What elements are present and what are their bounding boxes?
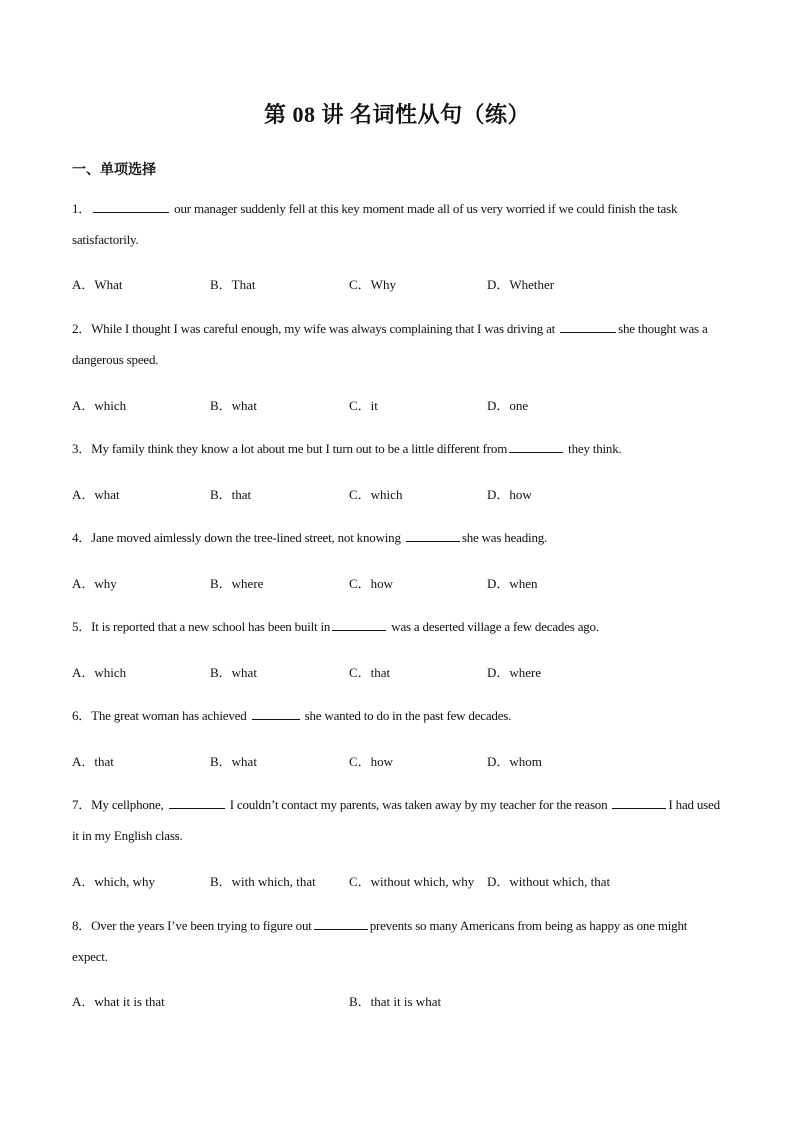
question-stem <box>72 789 724 851</box>
answer-blank <box>252 706 300 720</box>
options-row <box>72 395 724 415</box>
question-text: While I thought I was careful enough, my wife was always complaining that I was driving at <box>91 321 559 336</box>
question-text: prevents so many Americans from being as happy as one might expect. <box>72 918 688 964</box>
question-text: It is reported that a new school has been built in <box>91 619 331 634</box>
question-text: 7． <box>72 797 92 812</box>
answer-option: C．Why <box>349 277 396 292</box>
question-text: I couldn’t contact my parents, was taken away by my teacher for the reason <box>226 797 611 812</box>
options-row <box>72 662 724 682</box>
question-text: I had used it in my English class. <box>72 797 720 843</box>
question-stem <box>72 522 724 553</box>
answer-option: A．which <box>72 398 127 413</box>
answer-option: A．which <box>72 665 127 680</box>
question-text: The great woman has achieved <box>91 708 250 723</box>
answer-option: C．how <box>349 754 394 769</box>
question-text: My family think they know a lot about me but I turn out to be a little different from <box>91 441 508 456</box>
options-row <box>72 991 724 1011</box>
answer-option: A．what it is that <box>72 994 165 1009</box>
answer-option: B．that <box>210 487 252 502</box>
answer-blank <box>93 199 169 213</box>
options-row <box>72 274 724 294</box>
answer-option: B．with which, that <box>210 874 316 889</box>
answer-blank <box>612 795 666 809</box>
options-row <box>72 751 724 771</box>
question-text: she was heading. <box>461 530 548 545</box>
answer-option: C．how <box>349 576 394 591</box>
question-text: 4． <box>72 530 92 545</box>
answer-option: B．what <box>210 665 257 680</box>
question-stem <box>72 700 724 731</box>
question-stem <box>72 910 724 972</box>
options-row <box>72 573 724 593</box>
options-row <box>72 871 724 891</box>
answer-option: D．Whether <box>487 277 555 292</box>
answer-blank <box>332 617 386 631</box>
answer-option: C．that <box>349 665 391 680</box>
question-text: 6． <box>72 708 92 723</box>
question-text: Jane moved aimlessly down the tree-lined street, not knowing <box>91 530 404 545</box>
answer-option: A．why <box>72 576 117 591</box>
answer-blank <box>169 795 225 809</box>
question-text: they think. <box>565 441 622 456</box>
answer-option: C．which <box>349 487 403 502</box>
answer-option: D．whom <box>487 754 542 769</box>
answer-blank <box>509 439 563 453</box>
answer-option: B．what <box>210 398 257 413</box>
answer-option: D．without which, that <box>487 874 611 889</box>
answer-blank <box>406 528 460 542</box>
answer-option: B．where <box>210 576 264 591</box>
answer-option: D．where <box>487 665 542 680</box>
answer-option: D．how <box>487 487 532 502</box>
answer-option: D．when <box>487 576 538 591</box>
question-stem <box>72 611 724 642</box>
answer-option: C．without which, why <box>349 874 475 889</box>
answer-blank <box>314 916 368 930</box>
answer-option: D．one <box>487 398 529 413</box>
answer-option: A．that <box>72 754 114 769</box>
answer-blank <box>560 319 616 333</box>
question-text: 1． <box>72 201 92 216</box>
answer-option: B．That <box>210 277 256 292</box>
question-stem <box>72 193 724 255</box>
answer-option: C．it <box>349 398 378 413</box>
section-heading: 一、单项选择 <box>72 163 156 178</box>
answer-option: B．that it is what <box>349 994 442 1009</box>
question-text: 2． <box>72 321 92 336</box>
question-text: 5． <box>72 619 92 634</box>
answer-option: A．which, why <box>72 874 156 889</box>
question-text: our manager suddenly fell at this key moment made all of us very worried if we could finish the task satisfactorily. <box>72 201 678 247</box>
question-text: she thought was a dangerous speed. <box>72 321 708 367</box>
answer-option: B．what <box>210 754 257 769</box>
question-text: Over the years I’ve been trying to figure out <box>91 918 312 933</box>
question-text: My cellphone, <box>91 797 167 812</box>
question-text: 8． <box>72 918 92 933</box>
question-stem <box>72 433 724 464</box>
answer-option: A．what <box>72 487 120 502</box>
answer-option: A．What <box>72 277 123 292</box>
page-title: 第 08 讲 名词性从句（练） <box>263 102 530 127</box>
question-text: she wanted to do in the past few decades. <box>301 708 512 723</box>
question-stem <box>72 313 724 375</box>
options-row <box>72 484 724 504</box>
question-text: was a deserted village a few decades ago. <box>388 619 599 634</box>
question-text: 3． <box>72 441 92 456</box>
